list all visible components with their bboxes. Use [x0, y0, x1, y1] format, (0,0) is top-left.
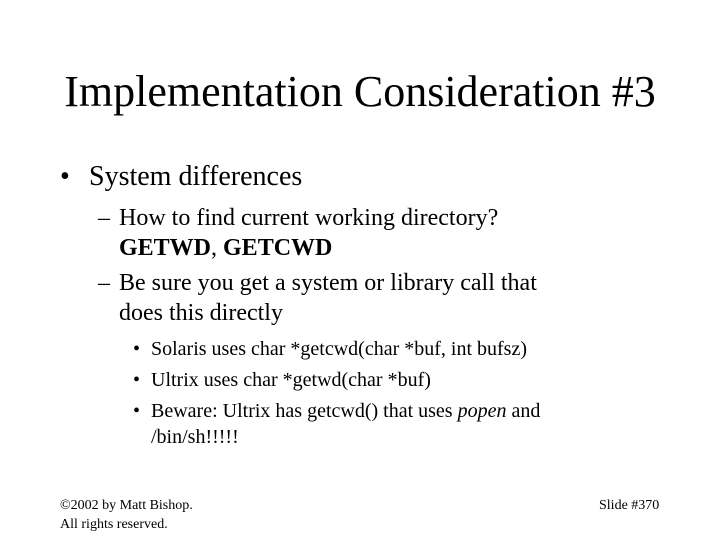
code-separator: , — [211, 235, 224, 261]
detail-pre: Beware: Ultrix has getcwd() that uses — [151, 400, 458, 422]
emphasis-popen: popen — [457, 400, 507, 422]
subbullet-code-line — [119, 233, 679, 263]
detail-text — [151, 398, 691, 450]
code-getwd: GETWD — [119, 235, 212, 261]
footer-copyright — [60, 496, 193, 534]
rights-line: All rights reserved. — [60, 517, 168, 532]
detail-text: Solaris uses char *getcwd(char *buf, int bufsz) — [151, 338, 527, 360]
copyright-line: ©2002 by Matt Bishop. — [60, 498, 193, 513]
slide-title: Implementation Consideration #3 — [64, 67, 656, 116]
detail-text: Ultrix uses char *getwd(char *buf) — [151, 369, 431, 391]
code-getcwd: GETCWD — [223, 235, 333, 261]
bullet-icon: • — [133, 369, 141, 391]
detail-line: /bin/sh!!!!! — [151, 426, 239, 448]
subbullet-line: How to find current working directory? — [119, 205, 499, 231]
dash-icon: – — [98, 205, 110, 231]
detail-post: and — [506, 400, 541, 422]
bullet-text: System differences — [89, 161, 303, 192]
slide-number: Slide #370 — [599, 498, 660, 513]
subbullet-text — [119, 203, 679, 263]
subbullet-text — [119, 268, 679, 328]
detail-line — [151, 398, 691, 424]
bullet-icon: • — [133, 338, 141, 360]
bullet-icon: • — [60, 161, 70, 192]
subbullet-line: Be sure you get a system or library call that — [119, 270, 537, 296]
bullet-icon: • — [133, 400, 141, 422]
subbullet-line: does this directly — [119, 300, 283, 326]
dash-icon: – — [98, 270, 110, 296]
